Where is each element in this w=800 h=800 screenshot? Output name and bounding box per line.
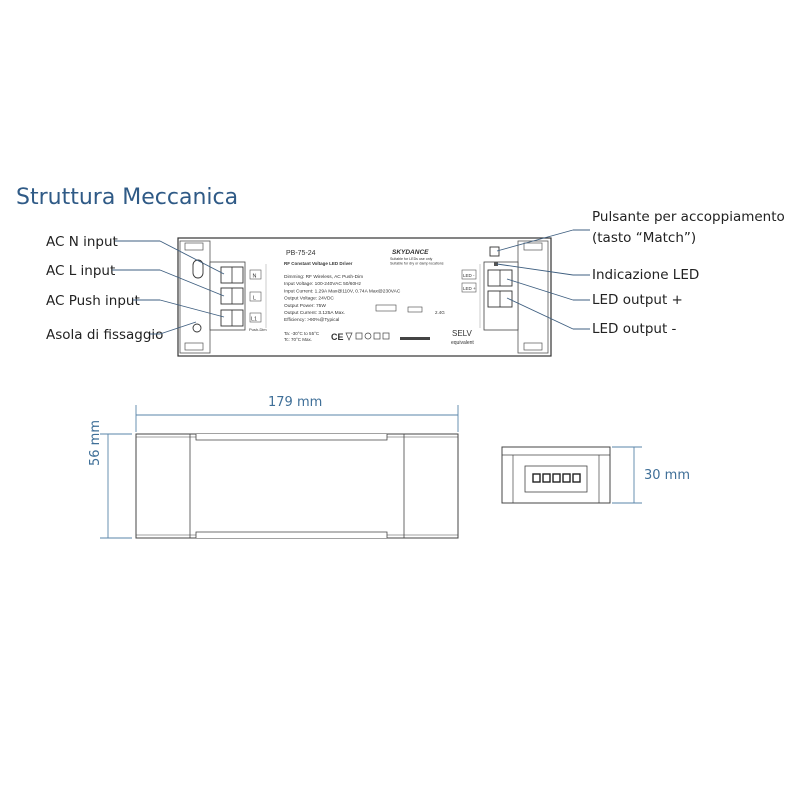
dimmable-badge (376, 305, 396, 311)
label-led-output-plus: LED output + (592, 292, 683, 308)
suitable-locations-text: Suitable for dry or damp locations (390, 261, 444, 266)
spec-line: Input Voltage: 100-240VAC 50/60Hz (284, 282, 361, 288)
brand-logo: SKYDANCE (392, 249, 429, 256)
spec-line: Output Power: 75W (284, 303, 326, 309)
terminal-l-text: L (253, 295, 257, 302)
subtitle-text: RF Constant Voltage LED Driver (284, 261, 353, 266)
ta-text: Ta: -30°C to 55°C (284, 331, 320, 336)
spec-line: Dimming: RF Wireless, AC Push-Dim (284, 275, 364, 280)
rf-value-text: 2.4G (435, 310, 445, 315)
tc-text: Tc: 70°C Max. (284, 337, 313, 342)
model-text: PB-75-24 (286, 250, 316, 257)
spec-line: Efficiency: >90%@Typical (284, 318, 340, 324)
label-ac-l-input: AC L input (46, 263, 116, 279)
match-button (490, 247, 499, 256)
equivalent-text: equivalent (451, 340, 474, 346)
end-terminal (543, 474, 550, 482)
dimension-length: 179 mm (268, 395, 323, 410)
spec-line: Output Current: 3.125A Max. (284, 311, 346, 316)
spec-line: Output Voltage: 24VDC (284, 296, 334, 302)
label-led-output-minus: LED output - (592, 321, 677, 337)
mounting-hole (193, 324, 201, 332)
end-view-device (502, 447, 610, 503)
label-asola-fissaggio: Asola di fissaggio (46, 327, 164, 343)
dimension-height: 30 mm (644, 468, 691, 483)
spec-line: Input Current: 1.29A Max@110V, 0.74A Max@230VAC (284, 289, 401, 295)
label-tasto-match: (tasto “Match”) (592, 230, 697, 246)
suitable-leds-text: Suitable for LEDs use only (390, 257, 433, 261)
end-terminal (553, 474, 560, 482)
push-dim-text: Push-Dim (249, 327, 267, 332)
ce-mark: CE (331, 332, 344, 342)
led-plus-tag: LED + (463, 286, 476, 291)
terminal-n-text: N (252, 273, 257, 280)
wire-strip-icon (408, 307, 422, 312)
top-view-device (178, 238, 551, 356)
page-title: Struttura Meccanica (16, 185, 239, 210)
end-terminal (573, 474, 580, 482)
label-pulsante-accoppiamento: Pulsante per accoppiamento (592, 209, 785, 225)
side-view-device (136, 434, 458, 538)
label-ac-n-input: AC N input (46, 234, 118, 250)
selv-text: SELV (452, 329, 472, 338)
label-ac-push-input: AC Push input (46, 293, 140, 309)
led-minus-tag: LED - (463, 273, 475, 278)
terminal-l1-text: L1 (251, 316, 258, 323)
end-terminal (563, 474, 570, 482)
fuse-icon (400, 337, 430, 340)
dimension-width: 56 mm (88, 419, 103, 466)
end-terminal (533, 474, 540, 482)
label-indicazione-led: Indicazione LED (592, 267, 700, 283)
